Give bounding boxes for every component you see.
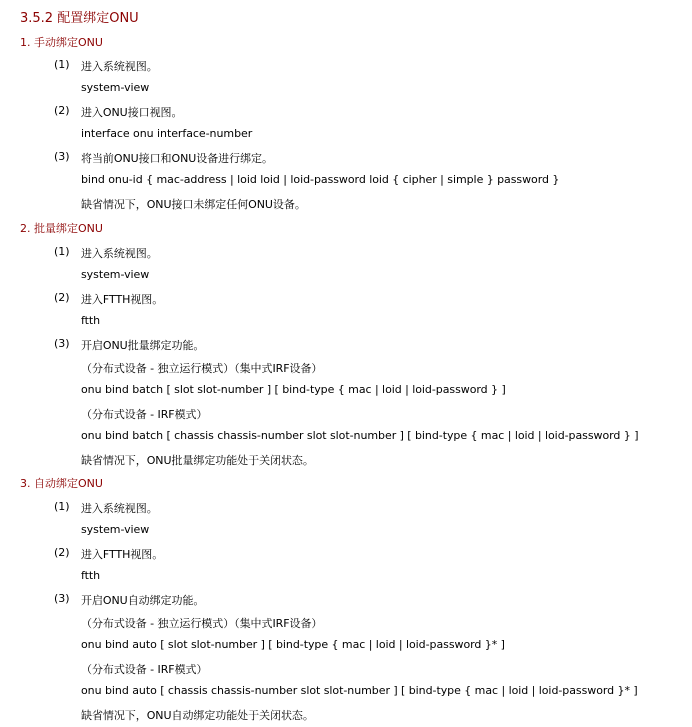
command-line: bind onu-id { mac-address | loid loid | loid-password loid { cipher | simple } password } (81, 173, 560, 186)
step-description: 进入系统视图。 (81, 247, 158, 260)
command-line: onu bind batch [ slot slot-number ] [ bind-type { mac | loid | loid-password } ] (81, 383, 506, 396)
step-number: (2) (54, 104, 70, 117)
step-number: (2) (54, 291, 70, 304)
step-number: (1) (54, 58, 70, 71)
device-mode-note: （分布式设备 - IRF模式） (81, 663, 208, 676)
command-line: ftth (81, 569, 101, 582)
command-line: system-view (81, 81, 150, 94)
section-heading-auto: 3. 自动绑定ONU (20, 477, 103, 490)
step-description: 开启ONU批量绑定功能。 (81, 339, 205, 352)
step-number: (2) (54, 546, 70, 559)
command-line: system-view (81, 268, 150, 281)
step-description: 进入系统视图。 (81, 502, 158, 515)
section-heading-manual: 1. 手动绑定ONU (20, 36, 103, 49)
step-description: 进入FTTH视图。 (81, 293, 164, 306)
step-number: (3) (54, 592, 70, 605)
device-mode-note: （分布式设备 - IRF模式） (81, 408, 208, 421)
device-mode-note: （分布式设备 - 独立运行模式）（集中式IRF设备） (81, 362, 323, 375)
step-number: (3) (54, 337, 70, 350)
step-description: 开启ONU自动绑定功能。 (81, 594, 205, 607)
step-number: (1) (54, 245, 70, 258)
command-line: onu bind auto [ chassis chassis-number slot slot-number ] [ bind-type { mac | loid | loid-password }* ] (81, 684, 638, 697)
command-line: onu bind auto [ slot slot-number ] [ bind-type { mac | loid | loid-password }* ] (81, 638, 505, 651)
command-line: system-view (81, 523, 150, 536)
default-note: 缺省情况下，ONU批量绑定功能处于关闭状态。 (81, 454, 314, 467)
command-line: onu bind batch [ chassis chassis-number slot slot-number ] [ bind-type { mac | loid | loid-password } ] (81, 429, 639, 442)
step-description: 将当前ONU接口和ONU设备进行绑定。 (81, 152, 273, 165)
section-heading-batch: 2. 批量绑定ONU (20, 222, 103, 235)
step-number: (1) (54, 500, 70, 513)
default-note: 缺省情况下，ONU接口未绑定任何ONU设备。 (81, 198, 306, 211)
page-title: 3.5.2 配置绑定ONU (20, 11, 139, 26)
step-description: 进入系统视图。 (81, 60, 158, 73)
step-number: (3) (54, 150, 70, 163)
default-note: 缺省情况下，ONU自动绑定功能处于关闭状态。 (81, 709, 314, 722)
command-line: interface onu interface-number (81, 127, 253, 140)
step-description: 进入FTTH视图。 (81, 548, 164, 561)
step-description: 进入ONU接口视图。 (81, 106, 183, 119)
device-mode-note: （分布式设备 - 独立运行模式）（集中式IRF设备） (81, 617, 323, 630)
command-line: ftth (81, 314, 101, 327)
